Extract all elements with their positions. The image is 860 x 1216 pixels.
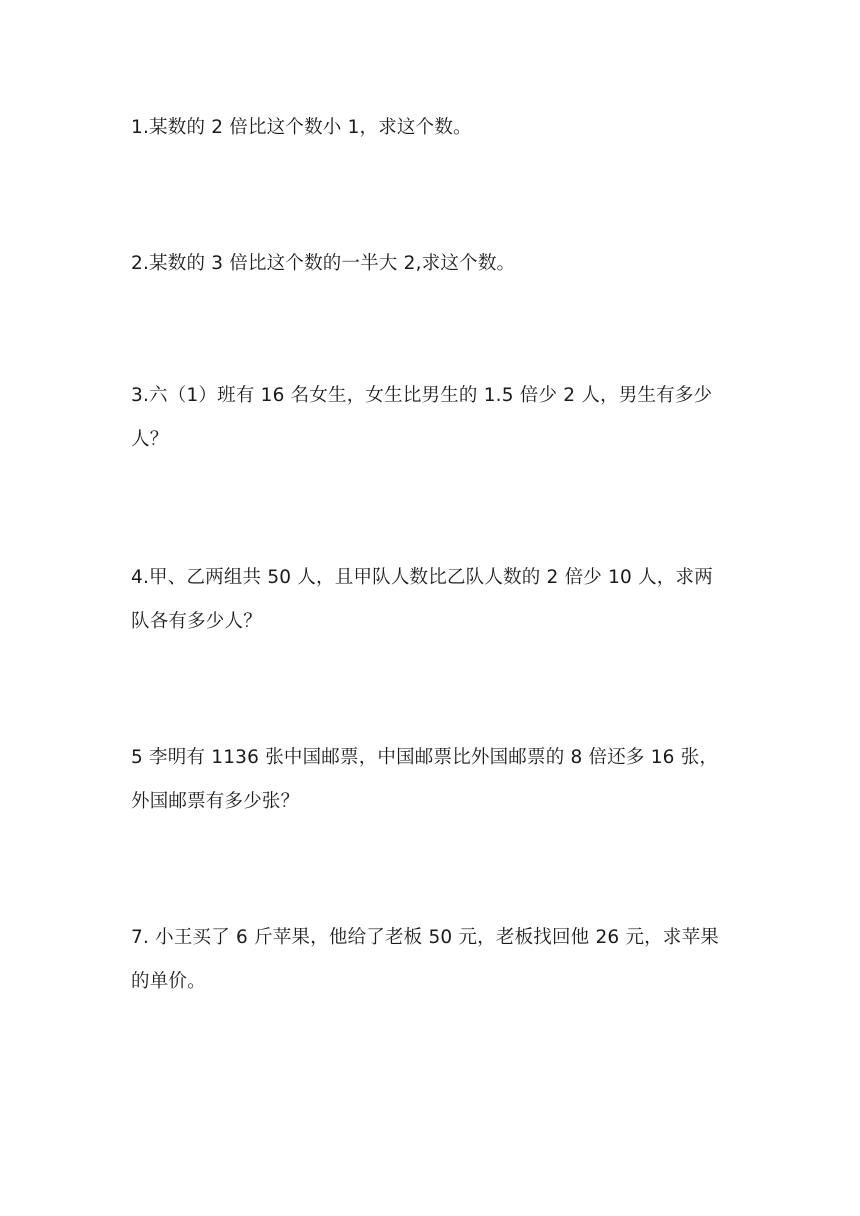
problem-5 bbox=[131, 736, 731, 824]
problem-7-line-2: 的单价。 bbox=[131, 971, 206, 992]
problem-4 bbox=[131, 556, 731, 644]
problem-2-line-1: 2.某数的 3 倍比这个数的一半大 2,求这个数。 bbox=[131, 253, 516, 274]
problem-3-line-2: 人？ bbox=[131, 429, 169, 450]
problem-5-line-2: 外国邮票有多少张？ bbox=[131, 791, 300, 812]
problem-4-line-2: 队各有多少人？ bbox=[131, 611, 262, 632]
problem-7-line-1: 7. 小王买了 6 斤苹果，他给了老板 50 元，老板找回他 26 元，求苹果 bbox=[131, 927, 719, 948]
problem-7 bbox=[131, 916, 731, 1004]
problem-4-line-1: 4.甲、乙两组共 50 人，且甲队人数比乙队人数的 2 倍少 10 人，求两 bbox=[131, 567, 713, 588]
problem-1-line-1: 1.某数的 2 倍比这个数小 1，求这个数。 bbox=[131, 117, 472, 138]
problem-2 bbox=[131, 242, 731, 286]
problem-5-line-1: 5 李明有 1136 张中国邮票，中国邮票比外国邮票的 8 倍还多 16 张， bbox=[131, 747, 719, 768]
problem-3-line-1: 3.六（1）班有 16 名女生，女生比男生的 1.5 倍少 2 人，男生有多少 bbox=[131, 385, 713, 406]
problem-1 bbox=[131, 106, 731, 150]
problem-3 bbox=[131, 374, 731, 462]
